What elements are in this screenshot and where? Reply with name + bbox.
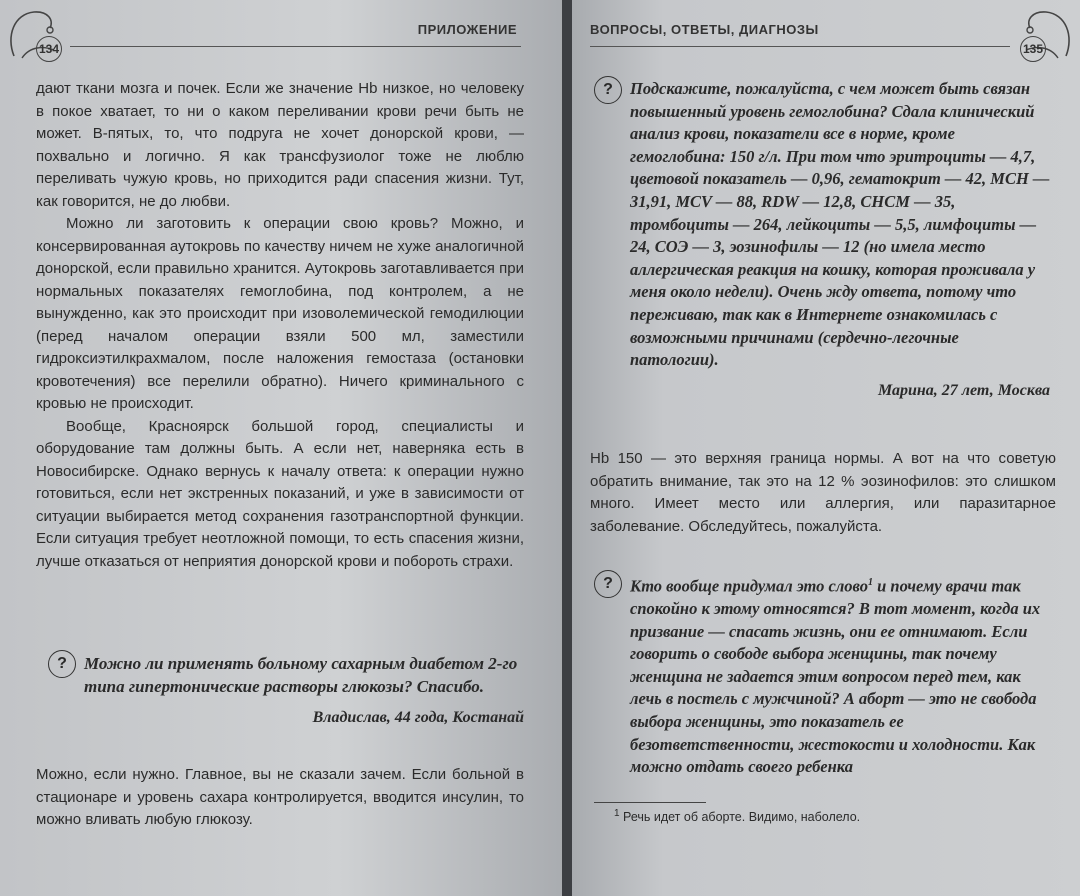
question-text: Кто вообще придумал это слово <box>630 576 868 596</box>
page-number: 135 <box>1020 36 1046 62</box>
question-text: Можно ли применять больному сахарным диабетом 2-го типа гипертонические растворы глюкозы? Спасибо. <box>84 654 518 696</box>
question-mark-icon: ? <box>594 76 622 104</box>
question-text-continued: и почему врачи так спокойно к этому относятся? В тот момент, когда их призвание — спасать жизнь, они ее отнимают. Если говорить о свободе выбора женщины, так почему женщина не задается этим вопросом перед тем, как лечь в постель с мужчиной? А аборт — это не свобода выбора женщины, это показатель ее безответственности, жестокости и холодности. Как можно отдать своего ребенка <box>630 576 1041 777</box>
question-block <box>603 78 1050 402</box>
question-block <box>603 572 1050 779</box>
footnote <box>614 808 1054 824</box>
paragraph: дают ткани мозга и почек. Если же значение Hb низкое, но человеку в покое хватает, то ни о каком переливании крови речи быть не может. В-пятых, то, что подруга не хочет донорской крови, — похвально и логично. Я как трансфузиолог тоже не люблю переливать чужую кровь, но приходится ради спасения жизни. Тут, как говорится, не до любви. <box>36 80 524 210</box>
question-author: Марина, 27 лет, Москва <box>878 381 1050 399</box>
page-number: 134 <box>36 36 62 62</box>
running-head: ВОПРОСЫ, ОТВЕТЫ, ДИАГНОЗЫ <box>590 22 819 37</box>
question-mark-icon: ? <box>594 570 622 598</box>
paragraph: Можно ли заготовить к операции свою кровь? Можно, и консервированная аутокровь по качеству ничем не хуже аналогичной донорской, если правильно хранится. Аутокровь заготавливается при нормальных показателях гемоглобина, под контролем, а не вынужденно, как это происходит при изоволемической гемодилюции (перед началом операции взяли 500 мл, заместили гидроксиэтилкрахмалом, после наложения гемостаза (остановки кровотечения) все перелили обратно). Ничего криминального с кровью не происходит. <box>36 215 524 412</box>
question-mark-icon: ? <box>48 650 76 678</box>
footnote-rule <box>594 802 706 803</box>
header-rule <box>70 46 521 47</box>
header-rule <box>590 46 1010 47</box>
answer-text <box>36 764 524 832</box>
question-block <box>57 652 524 729</box>
footnote-reference: 1 <box>867 577 873 588</box>
question-text: Подскажите, пожалуйста, с чем может быть связан повышенный уровень гемоглобина? Сдала клинический анализ крови, показатели все в норме, кроме гемоглобина: 150 г/л. При том что эритроциты — 4,7, цветовой показатель — 0,96, гематокрит — 42, MCH — 31,91, MCV — 88, RDW — 12,8, CHCM — 35, тромбоциты — 264, лейкоциты — 5,5, лимфоциты — 24, СОЭ — 3, эозинофилы — 12 (но имела место аллергическая реакция на кошку, которая проживала у меня около недели). Очень жду ответа, потому что переживаю, так как в Интернете ознакомилась с возможными причинами (сердечно-легочные патологии). <box>630 79 1050 370</box>
footnote-text: Речь идет об аборте. Видимо, наболело. <box>623 810 861 825</box>
answer-text <box>590 448 1056 538</box>
paragraph: Вообще, Красноярск большой город, специалисты и оборудование там должны быть. А если нет, наверняка есть в Новосибирске. Однако вернусь к началу ответа: к операции нужно готовиться, если нет экстренных показаний, и уже в зависимости от ситуации выбирается метод сохранения газотранспортной функции. Если ситуация требует неотложной помощи, то есть спасения жизни, лучше отказаться от неприятия донорской крови и побороть страхи. <box>36 417 524 570</box>
paragraph: Hb 150 — это верхняя граница нормы. А вот на что советую обратить внимание, так это на 12 % эозинофилов: это слишком много. Имеет место или аллергия, или паразитарное заболевание. Обследуйтесь, пожалуйста. <box>590 450 1056 535</box>
body-text <box>36 78 524 573</box>
running-head: ПРИЛОЖЕНИЕ <box>417 22 517 37</box>
paragraph: Можно, если нужно. Главное, вы не сказали зачем. Если больной в стационаре и уровень сахара контролируется, вводится инсулин, то можно вливать любую глюкозу. <box>36 766 524 828</box>
right-page <box>572 0 1080 896</box>
footnote-number: 1 <box>614 808 620 819</box>
question-author: Владислав, 44 года, Костанай <box>312 709 524 726</box>
